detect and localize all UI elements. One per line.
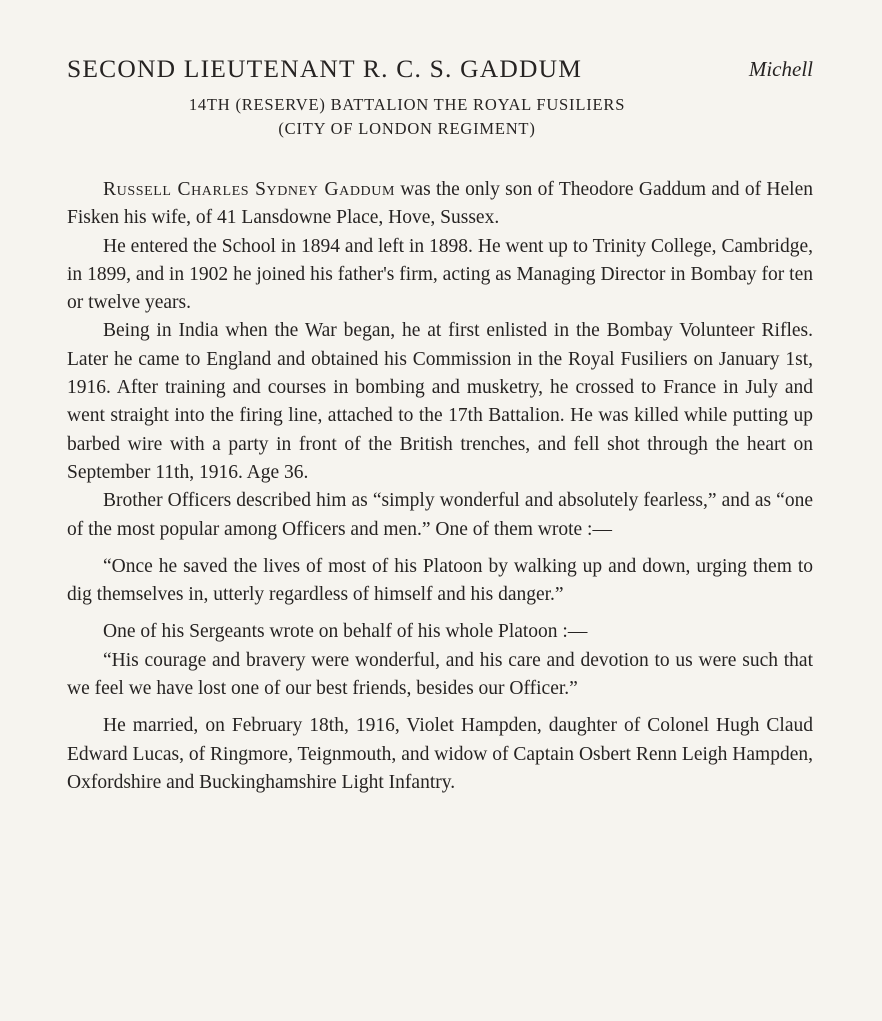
paragraph-6: One of his Sergeants wrote on behalf of his whole Platoon :— <box>103 621 588 643</box>
paragraph-2: He entered the School in 1894 and left in 1898. He went up to Trinity College, Cambridge, in 1899, and in 1902 he joined his father's firm, acting as Managing Director in Bombay for ten or twelve years. <box>67 235 813 314</box>
paragraph-1-text: was the only son of Theodore Gaddum and of Helen Fisken his wife, of 41 Lansdowne Place, Hove, Sussex. <box>67 179 813 229</box>
quote-2: “His courage and bravery were wonderful, and his care and devotion to us were such that we feel we have lost one of our best friends, besides our Officer.” <box>67 649 813 700</box>
unit-line-2: (CITY OF LONDON REGIMENT) <box>278 119 536 138</box>
biography-text <box>67 176 813 797</box>
paragraph-3: Being in India when the War began, he at first enlisted in the Bombay Volunteer Rifles. Later he came to England and obtained his Commission in the Royal Fusiliers on January 1st, 1916. After training and courses in bombing and musketry, he crossed to France in July and went straight into the firing line, attached to the 17th Battalion. He was killed while putting up barbed wire with a party in front of the British trenches, and fell shot through the heart on September 11th, 1916. Age 36. <box>67 320 813 483</box>
paragraph-1 <box>67 176 813 233</box>
subject-name: Russell Charles Sydney Gaddum <box>103 179 396 200</box>
author-name: Michell <box>748 57 813 81</box>
unit-line-1: 14TH (RESERVE) BATTALION THE ROYAL FUSILIERS <box>188 95 626 114</box>
heading-row <box>67 54 815 88</box>
paragraph-4: Brother Officers described him as “simply wonderful and absolutely fearless,” and as “one of the most popular among Officers and men.” One of them wrote :— <box>67 490 813 540</box>
paragraph-8: He married, on February 18th, 1916, Violet Hampden, daughter of Colonel Hugh Claud Edward Lucas, of Ringmore, Teignmouth, and widow of Captain Osbert Renn Leigh Hampden, Oxfordshire and Buckinghamshire Light Infantry. <box>67 715 813 793</box>
page-title: SECOND LIEUTENANT R. C. S. GADDUM <box>67 54 583 83</box>
quote-1: “Once he saved the lives of most of his Platoon by walking up and down, urging them to dig themselves in, utterly regardless of himself and his danger.” <box>67 555 813 606</box>
